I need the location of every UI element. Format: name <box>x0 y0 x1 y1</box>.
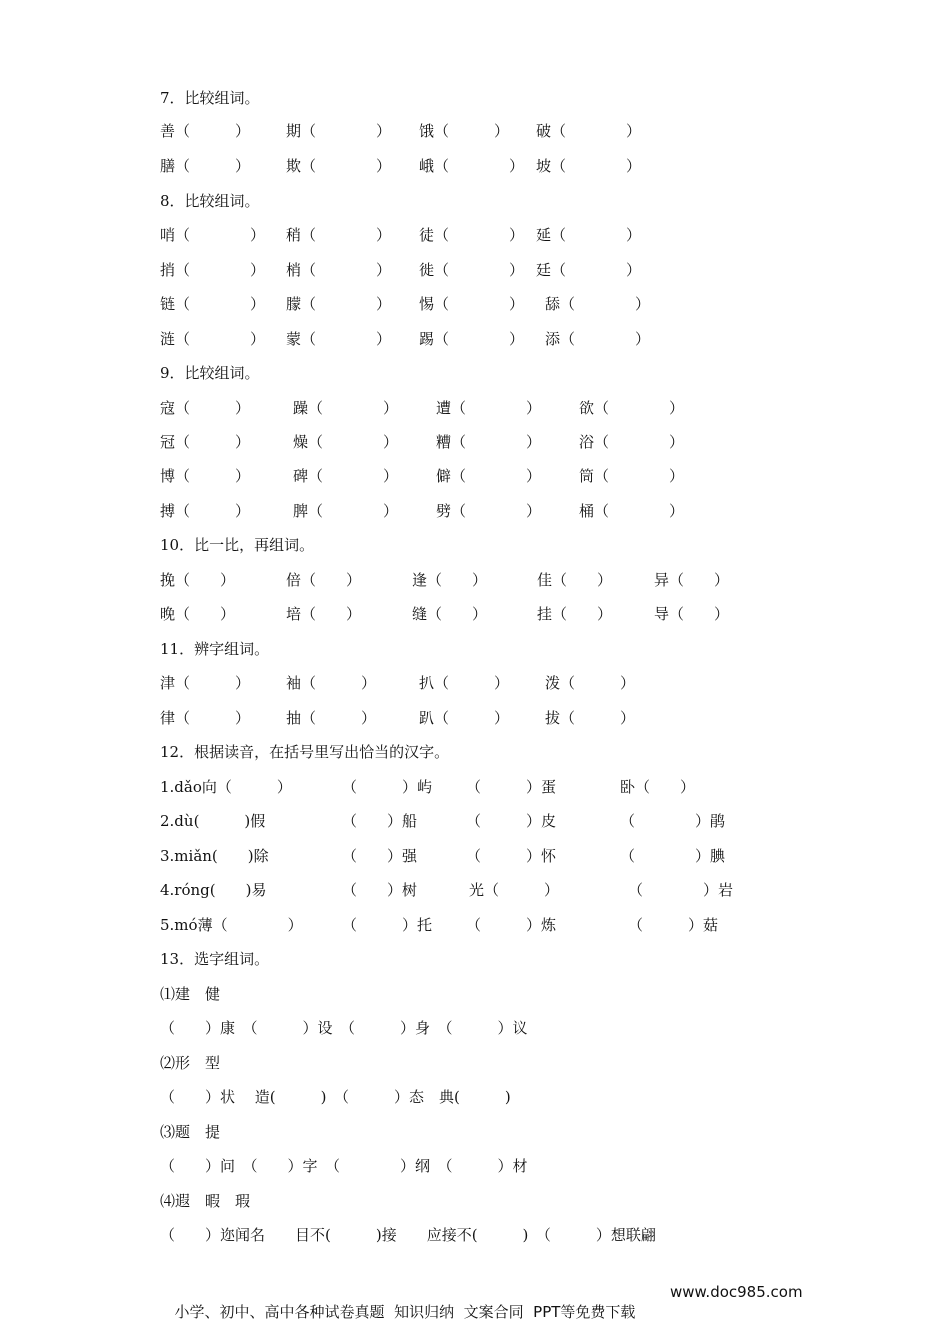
q12-row <box>160 878 734 902</box>
word-item: （ ）鹃 <box>620 812 726 830</box>
word-item: （ ）树 <box>342 881 418 899</box>
word-item: （ ）船 <box>342 812 418 830</box>
q8-row <box>160 292 651 316</box>
word-item: 卧（ ） <box>620 778 696 796</box>
word-item: （ ）岩 <box>628 881 734 899</box>
word-item: 僻（ ） <box>436 467 542 485</box>
footer <box>165 1283 803 1340</box>
word-item: 徙（ ） <box>419 261 525 279</box>
word-item: 抽（ ） <box>286 709 377 727</box>
word-item: 寇（ ） <box>160 399 251 417</box>
word-item: 挽（ ） <box>160 571 236 589</box>
q8-row <box>160 327 651 351</box>
word-item: 脾（ ） <box>293 502 399 520</box>
word-item: 链（ ） <box>160 295 266 313</box>
word-item: （ ）蛋 <box>466 778 557 796</box>
word-item: 拔（ ） <box>545 709 636 727</box>
q8-row <box>160 258 642 282</box>
word-item: 遭（ ） <box>436 399 542 417</box>
word-item: （ ）皮 <box>466 812 557 830</box>
q12-row <box>160 809 726 833</box>
word-item: 异（ ） <box>654 571 730 589</box>
word-item: 博（ ） <box>160 467 251 485</box>
word-item: 冠（ ） <box>160 433 251 451</box>
word-item: 晚（ ） <box>160 605 236 623</box>
word-item: 培（ ） <box>286 605 362 623</box>
q13-group-label: ⑶题 提 <box>160 1123 221 1141</box>
word-item: 5.mó薄（ ） <box>160 916 303 934</box>
word-item: 趴（ ） <box>419 709 510 727</box>
q8-row <box>160 223 642 247</box>
q7-title: 7．比较组词。 <box>160 89 260 107</box>
word-item: （ ）腆 <box>620 847 726 865</box>
word-item: 惕（ ） <box>419 295 525 313</box>
q13-group-line: （ ）康 （ ）设 （ ）身 （ ）议 <box>160 1019 528 1037</box>
word-item: 光（ ） <box>469 881 560 899</box>
q12-row <box>160 844 726 868</box>
word-item: 膳（ ） <box>160 157 251 175</box>
word-item: 扒（ ） <box>419 674 510 692</box>
q11-title: 11．辨字组词。 <box>160 640 270 658</box>
word-item: 津（ ） <box>160 674 251 692</box>
q10-row <box>160 602 730 626</box>
word-item: 哨（ ） <box>160 226 266 244</box>
word-item: 蒙（ ） <box>286 330 392 348</box>
q13-title: 13．选字组词。 <box>160 950 270 968</box>
word-item: 碑（ ） <box>293 467 399 485</box>
word-item: 挂（ ） <box>537 605 613 623</box>
word-item: 欲（ ） <box>579 399 685 417</box>
word-item: （ ）怀 <box>466 847 557 865</box>
q13-group-line: （ ）状 造( ) （ ）态 典( ) <box>160 1088 511 1106</box>
word-item: （ ）强 <box>342 847 418 865</box>
word-item: 峨（ ） <box>419 157 525 175</box>
q9-row <box>160 499 685 523</box>
word-item: 梢（ ） <box>286 261 392 279</box>
word-item: 添（ ） <box>545 330 651 348</box>
q9-row <box>160 430 685 454</box>
q9-row <box>160 396 685 420</box>
word-item: 律（ ） <box>160 709 251 727</box>
q10-title: 10．比一比，再组词。 <box>160 536 315 554</box>
word-item: 2.dù( )假 <box>160 812 266 830</box>
word-item: 饿（ ） <box>419 122 510 140</box>
word-item: （ ）屿 <box>342 778 433 796</box>
word-item: 善（ ） <box>160 122 251 140</box>
word-item: 4.róng( )易 <box>160 881 267 899</box>
word-item: 舔（ ） <box>545 295 651 313</box>
q8-title: 8．比较组词。 <box>160 192 260 210</box>
word-item: 坡（ ） <box>536 157 642 175</box>
word-item: 1.dǎo向（ ） <box>160 778 292 796</box>
q13-group-line: （ ）迩闻名 目不( )接 应接不( ) （ ）想联翩 <box>160 1226 656 1244</box>
word-item: 劈（ ） <box>436 502 542 520</box>
word-item: 泼（ ） <box>545 674 636 692</box>
word-item: 廷（ ） <box>536 261 642 279</box>
word-item: （ ）炼 <box>466 916 557 934</box>
q13-group-label: ⑷遐 暇 瑕 <box>160 1192 251 1210</box>
word-item: 浴（ ） <box>579 433 685 451</box>
q7-row <box>160 154 642 178</box>
word-item: （ ）菇 <box>628 916 719 934</box>
word-item: 逢（ ） <box>412 571 488 589</box>
q13-group-line: （ ）问 （ ）字 （ ）纲 （ ）材 <box>160 1157 528 1175</box>
word-item: 期（ ） <box>286 122 392 140</box>
word-item: 躁（ ） <box>293 399 399 417</box>
q10-row <box>160 568 730 592</box>
q7-row <box>160 119 642 143</box>
footer-url[interactable]: www.doc985.com <box>670 1283 803 1301</box>
word-item: 破（ ） <box>536 122 642 140</box>
word-item: 欺（ ） <box>286 157 392 175</box>
footer-text: 小学、初中、高中各种试卷真题 知识归纳 文案合同 PPT等免费下载 <box>174 1303 636 1321</box>
word-item: 袖（ ） <box>286 674 377 692</box>
q12-row <box>160 913 719 937</box>
word-item: 筒（ ） <box>579 467 685 485</box>
word-item: 朦（ ） <box>286 295 392 313</box>
word-item: 燥（ ） <box>293 433 399 451</box>
q12-title: 12．根据读音，在括号里写出恰当的汉字。 <box>160 743 450 761</box>
q13-group-label: ⑴建 健 <box>160 985 221 1003</box>
word-item: 捎（ ） <box>160 261 266 279</box>
word-item: 糟（ ） <box>436 433 542 451</box>
word-item: 踢（ ） <box>419 330 525 348</box>
q9-row <box>160 464 685 488</box>
q13-group-label: ⑵形 型 <box>160 1054 221 1072</box>
q11-row <box>160 671 636 695</box>
word-item: 佳（ ） <box>537 571 613 589</box>
word-item: 倍（ ） <box>286 571 362 589</box>
q12-row <box>160 775 696 799</box>
q9-title: 9．比较组词。 <box>160 364 260 382</box>
word-item: 3.miǎn( )除 <box>160 847 269 865</box>
word-item: 搏（ ） <box>160 502 251 520</box>
word-item: 稍（ ） <box>286 226 392 244</box>
q11-row <box>160 706 636 730</box>
word-item: 徒（ ） <box>419 226 525 244</box>
word-item: 缝（ ） <box>412 605 488 623</box>
word-item: （ ）托 <box>342 916 433 934</box>
word-item: 导（ ） <box>654 605 730 623</box>
word-item: 延（ ） <box>536 226 642 244</box>
word-item: 涟（ ） <box>160 330 266 348</box>
word-item: 桶（ ） <box>579 502 685 520</box>
